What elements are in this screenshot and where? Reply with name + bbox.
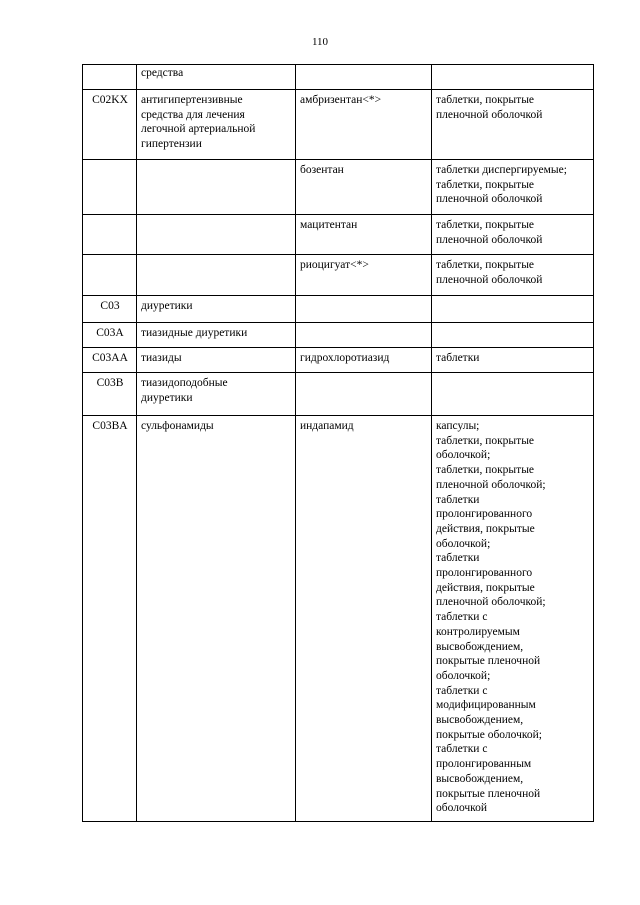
drug-cell: риоцигуат<*>	[296, 255, 432, 296]
form-cell: таблетки диспергируемые; таблетки, покрытые пленочной оболочкой	[432, 160, 594, 215]
table-row	[83, 255, 594, 296]
group-cell: сульфонамиды	[137, 416, 296, 822]
atc-code-cell: C03AA	[83, 348, 137, 373]
atc-code-cell: C03B	[83, 373, 137, 416]
table-row	[83, 348, 594, 373]
table-row	[83, 65, 594, 90]
drug-cell: амбризентан<*>	[296, 90, 432, 160]
atc-code-cell	[83, 255, 137, 296]
group-cell: средства	[137, 65, 296, 90]
table-row	[83, 323, 594, 348]
drug-cell: мацитентан	[296, 215, 432, 255]
group-cell	[137, 255, 296, 296]
table-row	[83, 296, 594, 323]
drug-cell	[296, 323, 432, 348]
table-row	[83, 373, 594, 416]
atc-code-cell: C03A	[83, 323, 137, 348]
group-cell: диуретики	[137, 296, 296, 323]
atc-code-cell	[83, 215, 137, 255]
atc-code-cell	[83, 65, 137, 90]
form-cell: капсулы; таблетки, покрытые оболочкой; таблетки, покрытые пленочной оболочкой; таблетки пролонгированного действия, покрытые оболочкой; таблетки пролонгированного действия, покрытые пленочной оболочкой; таблетки с контролируемым высвобождением, покрытые пленочной оболочкой; таблетки с модифицированным высвобождением, покрытые оболочкой; таблетки с пролонгированным высвобождением, покрытые пленочной оболочкой	[432, 416, 594, 822]
table-row	[83, 160, 594, 215]
group-cell: тиазиды	[137, 348, 296, 373]
group-cell	[137, 215, 296, 255]
form-cell: таблетки, покрытые пленочной оболочкой	[432, 255, 594, 296]
form-cell: таблетки, покрытые пленочной оболочкой	[432, 215, 594, 255]
drug-cell: гидрохлоротиазид	[296, 348, 432, 373]
atc-code-cell: C02KX	[83, 90, 137, 160]
drug-cell	[296, 65, 432, 90]
group-cell: тиазидные диуретики	[137, 323, 296, 348]
group-cell	[137, 160, 296, 215]
group-cell: антигипертензивные средства для лечения легочной артериальной гипертензии	[137, 90, 296, 160]
table-row	[83, 416, 594, 822]
form-cell	[432, 373, 594, 416]
form-cell	[432, 296, 594, 323]
table-row	[83, 90, 594, 160]
form-cell: таблетки, покрытые пленочной оболочкой	[432, 90, 594, 160]
drug-cell: индапамид	[296, 416, 432, 822]
atc-code-cell: C03BA	[83, 416, 137, 822]
form-cell	[432, 65, 594, 90]
drug-cell	[296, 373, 432, 416]
page-number: 110	[311, 36, 329, 48]
drug-cell: бозентан	[296, 160, 432, 215]
form-cell	[432, 323, 594, 348]
drug-table	[82, 64, 594, 822]
atc-code-cell: C03	[83, 296, 137, 323]
form-cell: таблетки	[432, 348, 594, 373]
group-cell: тиазидоподобные диуретики	[137, 373, 296, 416]
atc-code-cell	[83, 160, 137, 215]
drug-cell	[296, 296, 432, 323]
table-row	[83, 215, 594, 255]
